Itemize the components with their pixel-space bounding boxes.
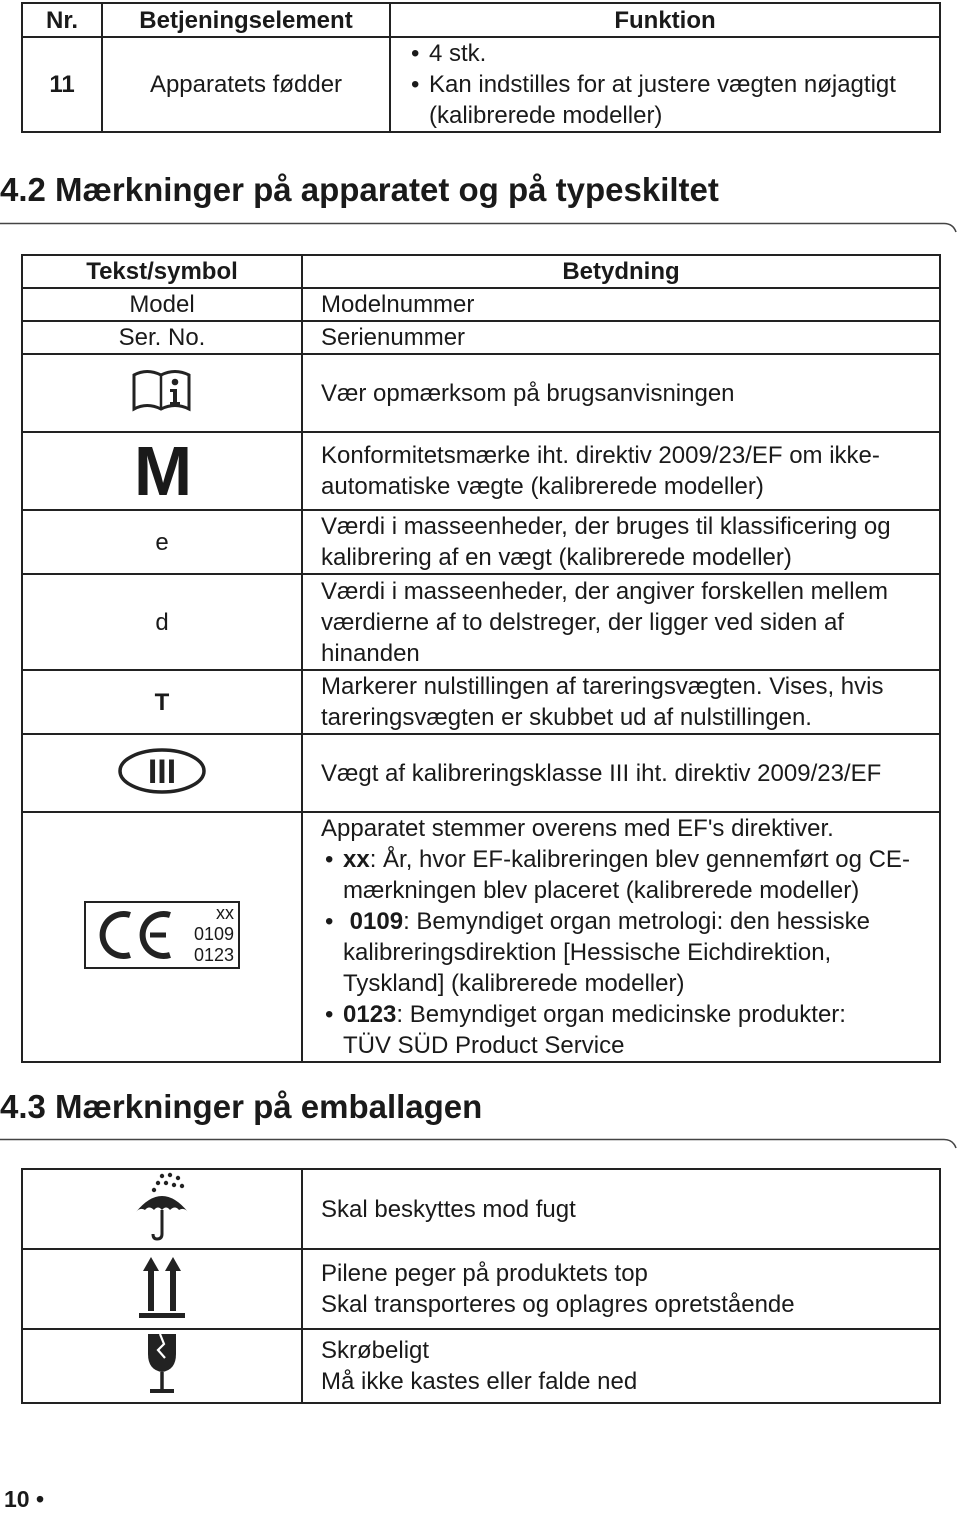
symbol-ce	[22, 812, 302, 1062]
page-number: 10 •	[4, 1486, 45, 1512]
symbol-serial: Ser. No.	[22, 321, 302, 354]
controls-table	[21, 2, 941, 133]
ce-item-sep: :	[403, 908, 410, 935]
meaning-t: Markerer nulstillingen af tareringsvægten. Vises, hvis tareringsvægten er skubbet ud af nulstillingen.	[302, 670, 940, 734]
packaging-symbol-fragile	[22, 1329, 302, 1403]
symbol-class-iii	[22, 734, 302, 812]
ce-item-text: Bemyndiget organ medicinske produkter: TÜV SÜD Product Service	[343, 1001, 846, 1059]
header-function: Funktion	[390, 3, 940, 37]
ce-label-box	[84, 901, 240, 969]
ce-item-xx	[321, 844, 933, 906]
fragile-glass-icon	[142, 1332, 182, 1396]
section-divider	[0, 1138, 960, 1168]
packaging-symbol-moisture	[22, 1169, 302, 1249]
header-meaning: Betydning	[302, 255, 940, 288]
packaging-line: Skal beskyttes mod fugt	[321, 1195, 576, 1223]
section-divider	[0, 222, 960, 252]
instructions-book-icon	[131, 369, 193, 413]
ce-item-key: xx	[343, 846, 370, 873]
meaning-e: Værdi i masseenheder, der bruges til klassificering og kalibrering af en vægt (kalibrerede modeller)	[302, 510, 940, 574]
row-element: Apparatets fødder	[102, 37, 390, 132]
ce-mark-icon	[96, 909, 176, 961]
symbol-d: d	[22, 574, 302, 670]
meaning-ce	[302, 812, 940, 1062]
ce-codes	[194, 903, 234, 966]
ce-item-key: 0123	[343, 1001, 397, 1028]
packaging-line: Skal transporteres og oplagres opretstående	[321, 1291, 795, 1318]
ce-intro: Apparatet stemmer overens med EF's direktiver.	[321, 815, 834, 842]
row-function	[390, 37, 940, 132]
packaging-symbol-up	[22, 1249, 302, 1329]
header-nr: Nr.	[22, 3, 102, 37]
ce-code: 0123	[193, 944, 234, 965]
function-bullet: • 4 stk.	[407, 38, 939, 69]
ce-item-sep: :	[396, 1001, 404, 1028]
section-4-3-title: 4.3 Mærkninger på emballagen	[0, 1088, 483, 1125]
ce-item-0109	[321, 906, 933, 999]
packaging-line: Skrøbeligt	[321, 1337, 430, 1364]
packaging-line: Må ikke kastes eller falde ned	[321, 1368, 638, 1395]
meaning-model: Modelnummer	[302, 288, 940, 321]
class-iii-label: III	[147, 752, 177, 791]
header-symbol: Tekst/symbol	[22, 255, 302, 288]
symbol-instructions	[22, 354, 302, 432]
meaning-metrology-m: Konformitetsmærke iht. direktiv 2009/23/EF om ikke-automatiske vægte (kalibrerede modeller)	[302, 432, 940, 510]
ce-code: 0109	[193, 923, 234, 944]
meaning-serial: Serienummer	[302, 321, 940, 354]
meaning-class-iii: Vægt af kalibreringsklasse III iht. direktiv 2009/23/EF	[302, 734, 940, 812]
umbrella-rain-icon	[132, 1172, 192, 1242]
ce-item-text: Bemyndiget organ metrologi: den hessiske kalibreringsdirektion [Hessische Eichdirektion, Tyskland] (kalibrerede modeller)	[343, 908, 870, 997]
function-bullet-list	[407, 38, 939, 131]
ce-bullet-list	[321, 844, 933, 1061]
section-4-2-title: 4.2 Mærkninger på apparatet og på typeskiltet	[0, 171, 719, 208]
metrology-m-mark: M	[133, 432, 191, 510]
this-way-up-arrows-icon	[137, 1253, 187, 1321]
ce-item-key: 0109	[343, 908, 404, 935]
ce-item-sep: :	[369, 846, 377, 873]
packaging-meaning-up	[302, 1249, 940, 1329]
function-bullet: • Kan indstilles for at justere vægten nøjagtigt (kalibrerede modeller)	[407, 69, 939, 131]
symbol-t: T	[22, 670, 302, 734]
symbol-model: Model	[22, 288, 302, 321]
meaning-d: Værdi i masseenheder, der angiver forskellen mellem værdierne af to delstreger, der ligger ved siden af hinanden	[302, 574, 940, 670]
symbol-metrology-m	[22, 432, 302, 510]
meaning-instructions: Vær opmærksom på brugsanvisningen	[302, 354, 940, 432]
packaging-line: Pilene peger på produktets top	[321, 1260, 648, 1287]
packaging-table	[21, 1168, 941, 1404]
ce-item-0123	[321, 999, 933, 1061]
ce-code: xx	[216, 902, 234, 923]
symbol-e: e	[22, 510, 302, 574]
accuracy-class-iii-icon	[117, 747, 207, 795]
packaging-meaning-moisture	[302, 1169, 940, 1249]
markings-table	[21, 254, 941, 1063]
header-element: Betjeningselement	[102, 3, 390, 37]
packaging-meaning-fragile	[302, 1329, 940, 1403]
ce-item-text: År, hvor EF-kalibreringen blev gennemført og CE-mærkningen blev placeret (kalibrerede modeller)	[343, 846, 910, 904]
row-nr: 11	[22, 37, 102, 132]
